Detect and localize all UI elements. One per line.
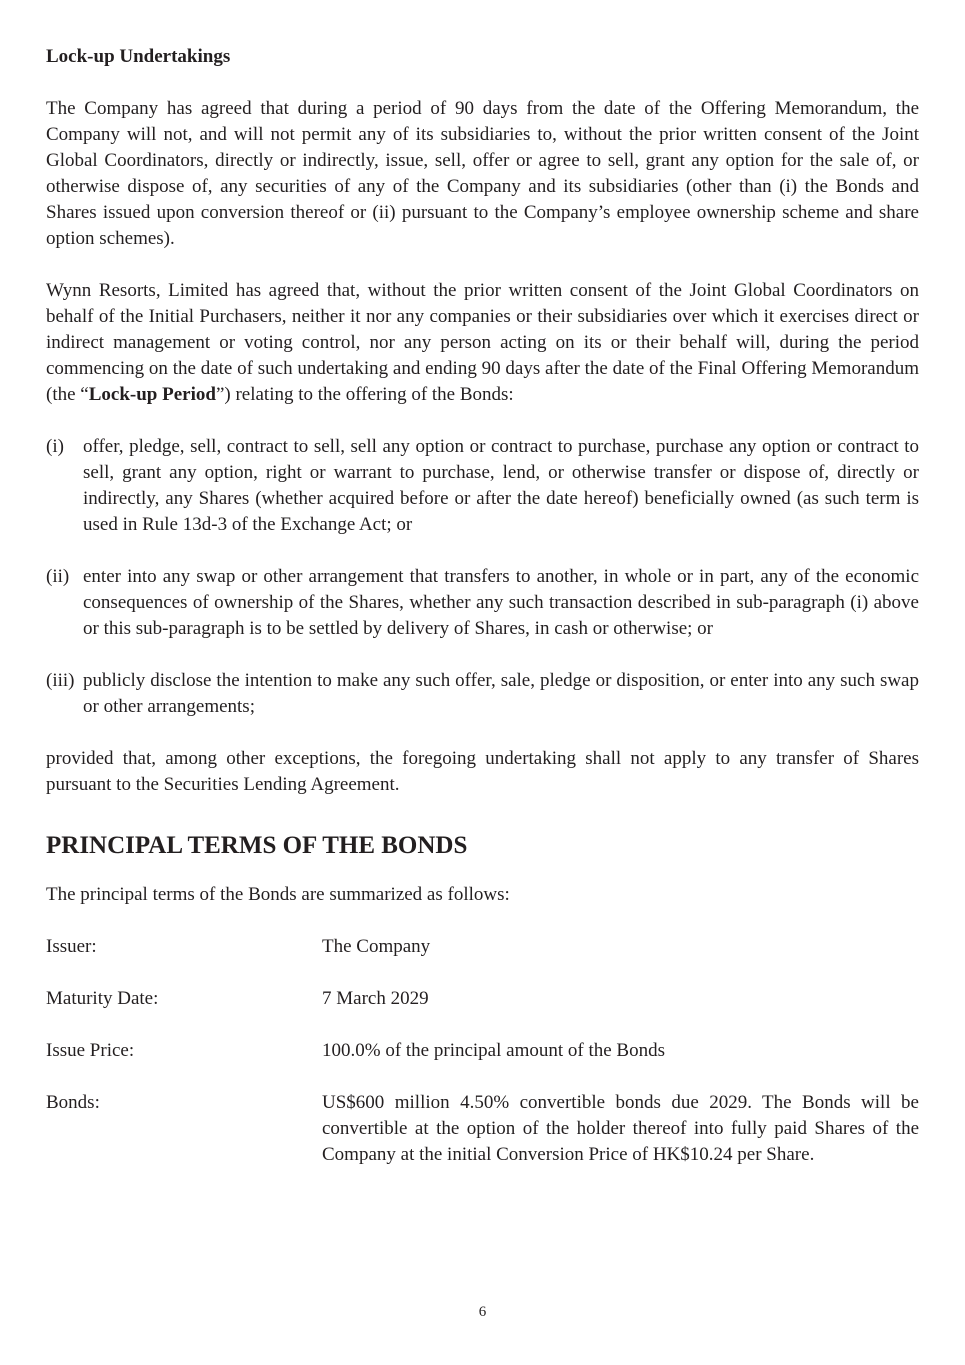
term-row-issuer [46, 934, 919, 960]
term-row-issue-price [46, 1038, 919, 1064]
list-item-text: offer, pledge, sell, contract to sell, sell any option or contract to purchase, purchase any option or contract to sell, grant any option, right or warrant to purchase, lend, or otherwise transfer or dispose of, directly or indirectly, any Shares (whether acquired before or after the date hereof) beneficially owned (as such term is used in Rule 13d-3 of the Exchange Act; or [83, 436, 919, 535]
lockup-period-term: Lock-up Period [88, 384, 216, 405]
document-page [46, 44, 919, 1194]
term-label: Issuer: [46, 936, 97, 957]
wynn-text-after: ”) relating to the offering of the Bonds: [215, 384, 514, 405]
principal-terms-heading: PRINCIPAL TERMS OF THE BONDS [46, 832, 468, 859]
term-row-maturity-date [46, 986, 919, 1012]
lockup-paragraph-wynn [46, 278, 919, 408]
list-item-number: (i) [46, 436, 64, 457]
page-number: 6 [478, 1304, 487, 1320]
list-item-text: enter into any swap or other arrangement that transfers to another, in whole or in part, any of the economic consequences of ownership of the Shares, whether any such transaction described in sub-paragraph (i) above or this sub-paragraph is to be settled by delivery of Shares, in cash or otherwise; or [83, 566, 919, 639]
principal-terms-table [46, 934, 919, 1168]
lockup-proviso-paragraph: provided that, among other exceptions, the foregoing undertaking shall not apply to any transfer of Shares pursuant to the Securities Lending Agreement. [46, 748, 919, 795]
list-item-text: publicly disclose the intention to make any such offer, sale, pledge or disposition, or enter into any such swap or other arrangements; [83, 670, 919, 717]
principal-terms-intro: The principal terms of the Bonds are summarized as follows: [46, 884, 510, 905]
lockup-paragraph-company: The Company has agreed that during a period of 90 days from the date of the Offering Memorandum, the Company will not, and will not permit any of its subsidiaries to, without the prior written consent of the Joint Global Coordinators, directly or indirectly, issue, sell, offer or agree to sell, grant any option for the sale of, or otherwise dispose of, any securities of any of the Company and its subsidiaries (other than (i) the Bonds and Shares issued upon conversion thereof or (ii) pursuant to the Company’s employee ownership scheme and share option schemes). [46, 98, 919, 249]
term-label: Issue Price: [46, 1040, 135, 1061]
list-item [46, 434, 919, 538]
term-label: Maturity Date: [46, 988, 159, 1009]
term-value: 7 March 2029 [322, 988, 429, 1009]
list-item-number: (ii) [46, 566, 70, 587]
wynn-text-before: Wynn Resorts, Limited has agreed that, without the prior written consent of the Joint Global Coordinators on behalf of the Initial Purchasers, neither it nor any companies or their subsidiaries over which it exercises direct or indirect management or voting control, nor any person acting on its or their behalf will, during the period commencing on the date of such undertaking and ending 90 days after the date of the Final Offering Memorandum (the “ [46, 280, 919, 405]
lockup-heading: Lock-up Undertakings [46, 46, 231, 67]
list-item [46, 564, 919, 642]
term-value: US$600 million 4.50% convertible bonds due 2029. The Bonds will be convertible at the option of the holder thereof into fully paid Shares of the Company at the initial Conversion Price of HK$10.24 per Share. [322, 1092, 919, 1165]
term-value: The Company [322, 936, 431, 957]
list-item-number: (iii) [46, 670, 75, 691]
list-item [46, 668, 919, 720]
term-row-bonds [46, 1090, 919, 1168]
lockup-undertaking-list [46, 434, 919, 720]
term-label: Bonds: [46, 1092, 100, 1113]
term-value: 100.0% of the principal amount of the Bonds [322, 1040, 665, 1061]
